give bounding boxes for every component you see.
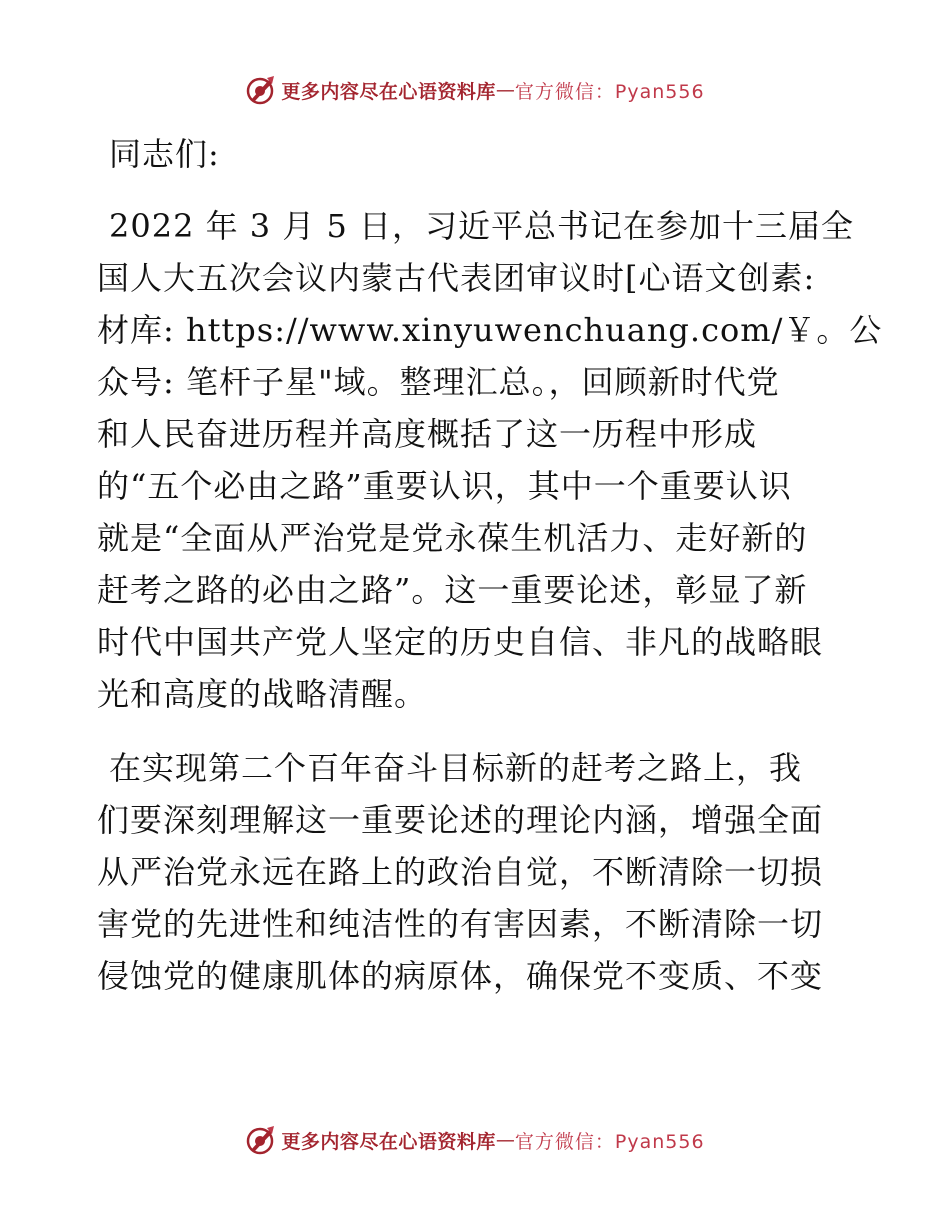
- header-site-text: 更多内容尽在心语资料库: [281, 80, 496, 103]
- paragraph-line: 从严治党永远在路上的政治自觉，不断清除一切损: [97, 853, 824, 891]
- paragraph-line: 光和高度的战略清醒。: [97, 675, 428, 713]
- footer-wechat-text: 官方微信：Pyan556: [514, 1130, 705, 1153]
- footer-separator: —: [495, 1129, 515, 1151]
- paragraph-line: 材库: https://www.xinyuwenchuang.com/￥。公: [97, 311, 883, 349]
- paragraph-1: [97, 200, 883, 720]
- brand-logo-icon: [245, 74, 277, 106]
- salutation-text: 同志们:: [109, 135, 220, 173]
- paragraph-line: 和人民奋进历程并高度概括了这一历程中形成: [97, 415, 758, 453]
- header-separator: —: [495, 79, 515, 101]
- paragraph-line: 们要深刻理解这一重要论述的理论内涵，增强全面: [97, 801, 824, 839]
- paragraph-line: 侵蚀党的健康肌体的病原体，确保党不变质、不变: [97, 957, 824, 995]
- paragraph-line: 赶考之路的必由之路”。这一重要论述，彰显了新: [97, 571, 808, 609]
- footer-site-text: 更多内容尽在心语资料库: [281, 1130, 496, 1153]
- paragraph-line: 国人大五次会议内蒙古代表团审议时[心语文创素:: [97, 259, 816, 297]
- paragraph-line: 众号: 笔杆子星"域。整理汇总。，回顾新时代党: [97, 363, 780, 401]
- brand-logo-icon: [245, 1124, 277, 1156]
- header-watermark-banner: [0, 70, 950, 110]
- document-body: [97, 128, 883, 1002]
- paragraph-line: 就是“全面从严治党是党永葆生机活力、走好新的: [97, 519, 808, 557]
- paragraph-line: 害党的先进性和纯洁性的有害因素，不断清除一切: [97, 905, 824, 943]
- paragraph-line: 的“五个必由之路”重要认识，其中一个重要认识: [97, 467, 792, 505]
- paragraph-line: 在实现第二个百年奋斗目标新的赶考之路上，我: [109, 749, 803, 787]
- salutation: [97, 128, 857, 180]
- paragraph-2: [97, 742, 857, 1002]
- header-wechat-text: 官方微信：Pyan556: [514, 80, 705, 103]
- footer-watermark-banner: [0, 1120, 950, 1160]
- paragraph-line: 2022 年 3 月 5 日，习近平总书记在参加十三届全: [109, 207, 855, 245]
- paragraph-line: 时代中国共产党人坚定的历史自信、非凡的战略眼: [97, 623, 824, 661]
